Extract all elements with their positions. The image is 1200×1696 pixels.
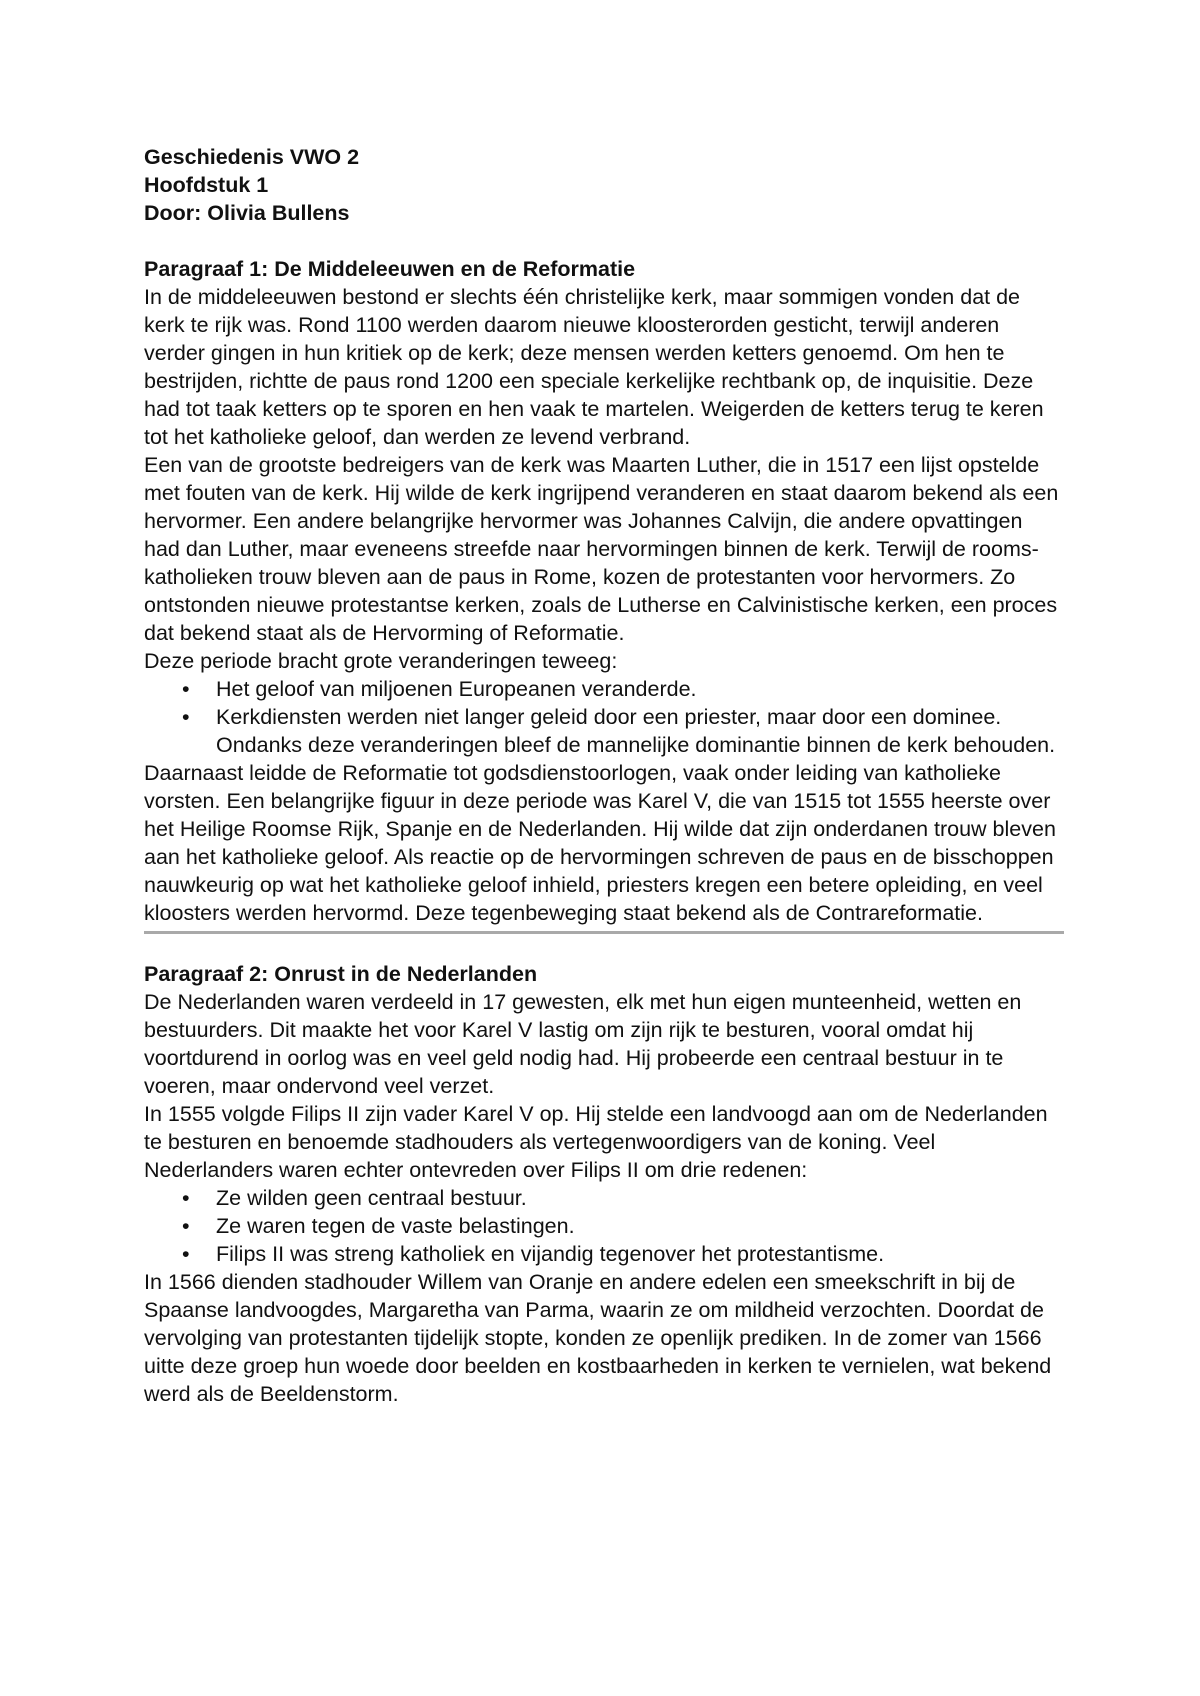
document-header xyxy=(144,143,1064,227)
section-paragraaf-2 xyxy=(144,960,1064,1408)
document-title: Geschiedenis VWO 2 xyxy=(144,145,360,169)
section-1-paragraph-4: Daarnaast leidde de Reformatie tot godsdienstoorlogen, vaak onder leiding van katholieke vorsten. Een belangrijke figuur in deze periode was Karel V, die van 1515 tot 1555 heerste over het Heilige Roomse Rijk, Spanje en de Nederlanden. Hij wilde dat zijn onderdanen trouw bleven aan het katholieke geloof. Als reactie op de hervormingen schreven de paus en de bisschoppen nauwkeurig op wat het katholieke geloof inhield, priesters kregen een betere opleiding, en veel kloosters werden hervormd. Deze tegenbeweging staat bekend als de Contrareformatie. xyxy=(144,761,1056,925)
section-1-bullet-list xyxy=(144,675,1064,759)
list-item: • Het geloof van miljoenen Europeanen veranderde. xyxy=(216,675,1064,703)
section-1-title: Paragraaf 1: De Middeleeuwen en de Reformatie xyxy=(144,257,636,281)
section-2-title: Paragraaf 2: Onrust in de Nederlanden xyxy=(144,962,538,986)
list-item: • Ze waren tegen de vaste belastingen. xyxy=(216,1212,1064,1240)
document-page xyxy=(144,143,1064,1408)
section-1-paragraph-3: Deze periode bracht grote veranderingen teweeg: xyxy=(144,649,618,673)
section-2-paragraph-3: In 1566 dienden stadhouder Willem van Oranje en andere edelen een smeekschrift in bij de Spaanse landvoogdes, Margaretha van Parma, waarin ze om mildheid verzochten. Doordat de vervolging van protestanten tijdelijk stopte, konden ze openlijk prediken. In de zomer van 1566 uitte deze groep hun woede door beelden en kostbaarheden in kerken te vernielen, wat bekend werd als de Beeldenstorm. xyxy=(144,1270,1052,1406)
list-item: • Ze wilden geen centraal bestuur. xyxy=(216,1184,1064,1212)
section-2-paragraph-2: In 1555 volgde Filips II zijn vader Karel V op. Hij stelde een landvoogd aan om de Nederlanden te besturen en benoemde stadhouders als vertegenwoordigers van de koning. Veel Nederlanders waren echter ontevreden over Filips II om drie redenen: xyxy=(144,1102,1048,1182)
list-item: • Filips II was streng katholiek en vijandig tegenover het protestantisme. xyxy=(216,1240,1064,1268)
chapter-label: Hoofdstuk 1 xyxy=(144,173,269,197)
section-1-paragraph-1: In de middeleeuwen bestond er slechts één christelijke kerk, maar sommigen vonden dat de kerk te rijk was. Rond 1100 werden daarom nieuwe kloosterorden gesticht, terwijl anderen verder gingen in hun kritiek op de kerk; deze mensen werden ketters genoemd. Om hen te bestrijden, richtte de paus rond 1200 een speciale kerkelijke rechtbank op, de inquisitie. Deze had tot taak ketters op te sporen en hen vaak te martelen. Weigerden de ketters terug te keren tot het katholieke geloof, dan werden ze levend verbrand. xyxy=(144,285,1044,449)
section-paragraaf-1 xyxy=(144,255,1064,927)
section-1-paragraph-2: Een van de grootste bedreigers van de kerk was Maarten Luther, die in 1517 een lijst opstelde met fouten van de kerk. Hij wilde de kerk ingrijpend veranderen en staat daarom bekend als een hervormer. Een andere belangrijke hervormer was Johannes Calvijn, die andere opvattingen had dan Luther, maar eveneens streefde naar hervormingen binnen de kerk. Terwijl de rooms-katholieken trouw bleven aan de paus in Rome, kozen de protestanten voor hervormers. Zo ontstonden nieuwe protestantse kerken, zoals de Lutherse en Calvinistische kerken, een proces dat bekend staat als de Hervorming of Reformatie. xyxy=(144,453,1059,645)
author-line: Door: Olivia Bullens xyxy=(144,201,350,225)
section-divider xyxy=(144,931,1064,934)
section-2-bullet-list xyxy=(144,1184,1064,1268)
section-2-paragraph-1: De Nederlanden waren verdeeld in 17 gewesten, elk met hun eigen munteenheid, wetten en bestuurders. Dit maakte het voor Karel V lastig om zijn rijk te besturen, vooral omdat hij voortdurend in oorlog was en veel geld nodig had. Hij probeerde een centraal bestuur in te voeren, maar ondervond veel verzet. xyxy=(144,990,1022,1098)
list-item: • Kerkdiensten werden niet langer geleid door een priester, maar door een dominee. Ondanks deze veranderingen bleef de mannelijke dominantie binnen de kerk behouden. xyxy=(216,703,1064,759)
